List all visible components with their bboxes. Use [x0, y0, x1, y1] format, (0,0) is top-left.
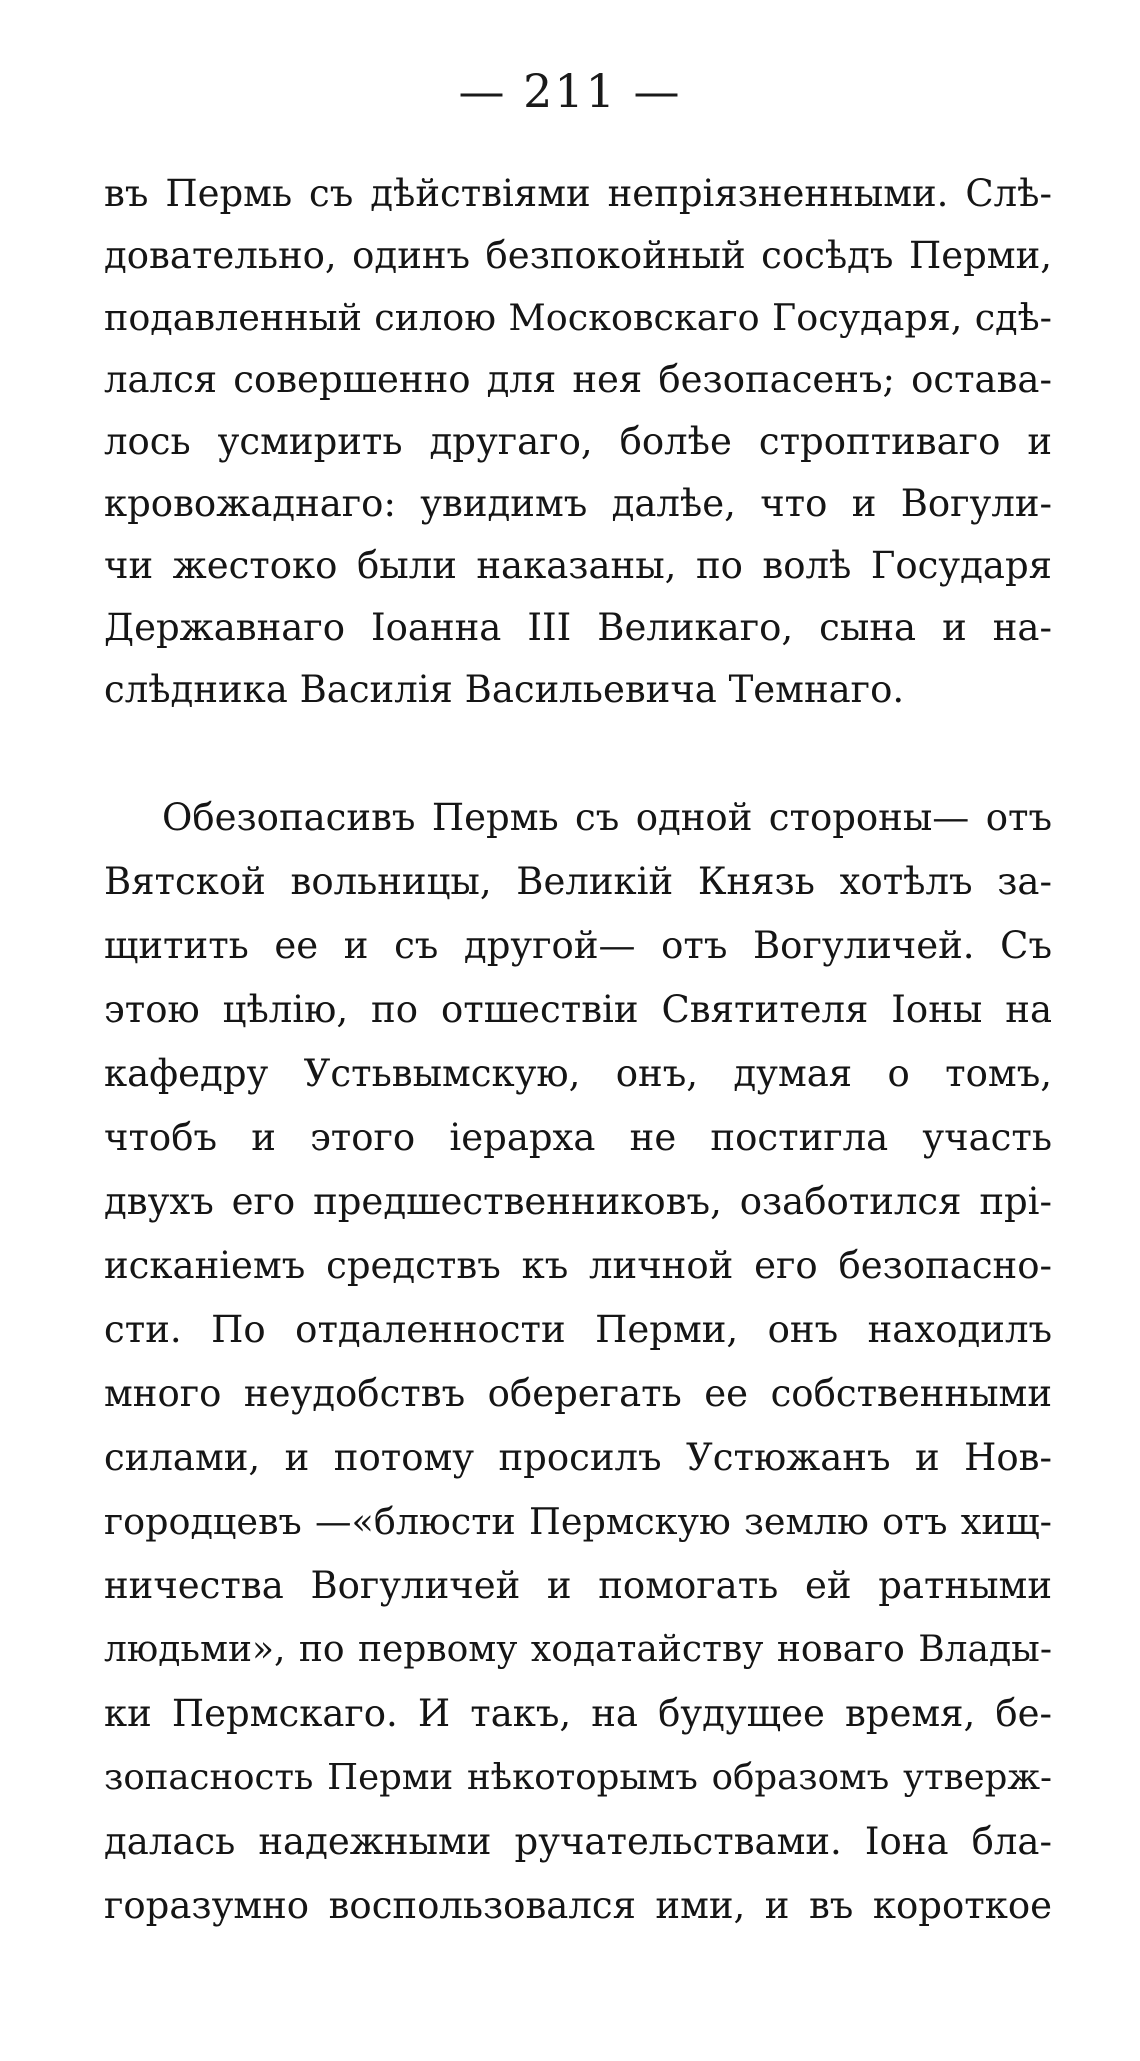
text-line: лался совершенно для нея безопасенъ; остава- — [104, 358, 1052, 401]
text-line: людьми», по первому ходатайству новаго Влады- — [104, 1629, 1052, 1670]
text-line: въ Пермь съ дѣйствіями непріязненными. Слѣ- — [104, 172, 1052, 215]
text-line: двухъ его предшественниковъ, озаботился прі- — [104, 1180, 1052, 1223]
text-line: Обезопасивъ Пермь съ одной стороны— отъ — [162, 796, 1052, 839]
text-line: исканіемъ средствъ къ личной его безопасно- — [104, 1244, 1052, 1287]
text-line: щитить ее и съ другой— отъ Вогуличей. Съ — [104, 924, 1052, 967]
text-line: горазумно воспользовался ими, и въ короткое — [104, 1884, 1052, 1927]
text-line: слѣдника Василія Васильевича Темнаго. — [104, 668, 905, 711]
text-line: подавленный силою Московскаго Государя, сдѣ- — [104, 296, 1052, 339]
text-line: лось усмирить другаго, болѣе строптиваго и — [104, 420, 1052, 463]
text-line: много неудобствъ оберегать ее собственными — [104, 1372, 1052, 1415]
text-line: чтобъ и этого іерарха не постигла участь — [104, 1116, 1052, 1159]
text-line: кафедру Устьвымскую, онъ, думая о томъ, — [104, 1052, 1052, 1095]
text-line: силами, и потому просилъ Устюжанъ и Нов- — [104, 1436, 1052, 1479]
text-line: сти. По отдаленности Перми, онъ находилъ — [104, 1308, 1052, 1351]
text-line: довательно, одинъ безпокойный сосѣдъ Перми, — [104, 234, 1052, 277]
text-line: Державнаго Іоанна III Великаго, сына и на- — [104, 606, 1052, 649]
page-number: — 211 — — [458, 64, 682, 118]
text-line: чи жестоко были наказаны, по волѣ Государя — [104, 544, 1052, 587]
text-line: ки Пермскаго. И такъ, на будущее время, бе- — [104, 1692, 1052, 1735]
text-line: этою цѣлію, по отшествіи Святителя Іоны на — [104, 988, 1052, 1031]
text-line: ничества Вогуличей и помогать ей ратными — [104, 1564, 1052, 1607]
text-line: далась надежными ручательствами. Іона бла- — [104, 1820, 1052, 1863]
text-line: городцевъ —«блюсти Пермскую землю отъ хищ- — [104, 1500, 1052, 1543]
text-line: Вятской вольницы, Великій Князь хотѣлъ за- — [104, 860, 1052, 903]
text-line: зопасность Перми нѣкоторымъ образомъ утверж- — [104, 1757, 1052, 1798]
text-line: кровожаднаго: увидимъ далѣе, что и Вогули- — [104, 482, 1052, 525]
